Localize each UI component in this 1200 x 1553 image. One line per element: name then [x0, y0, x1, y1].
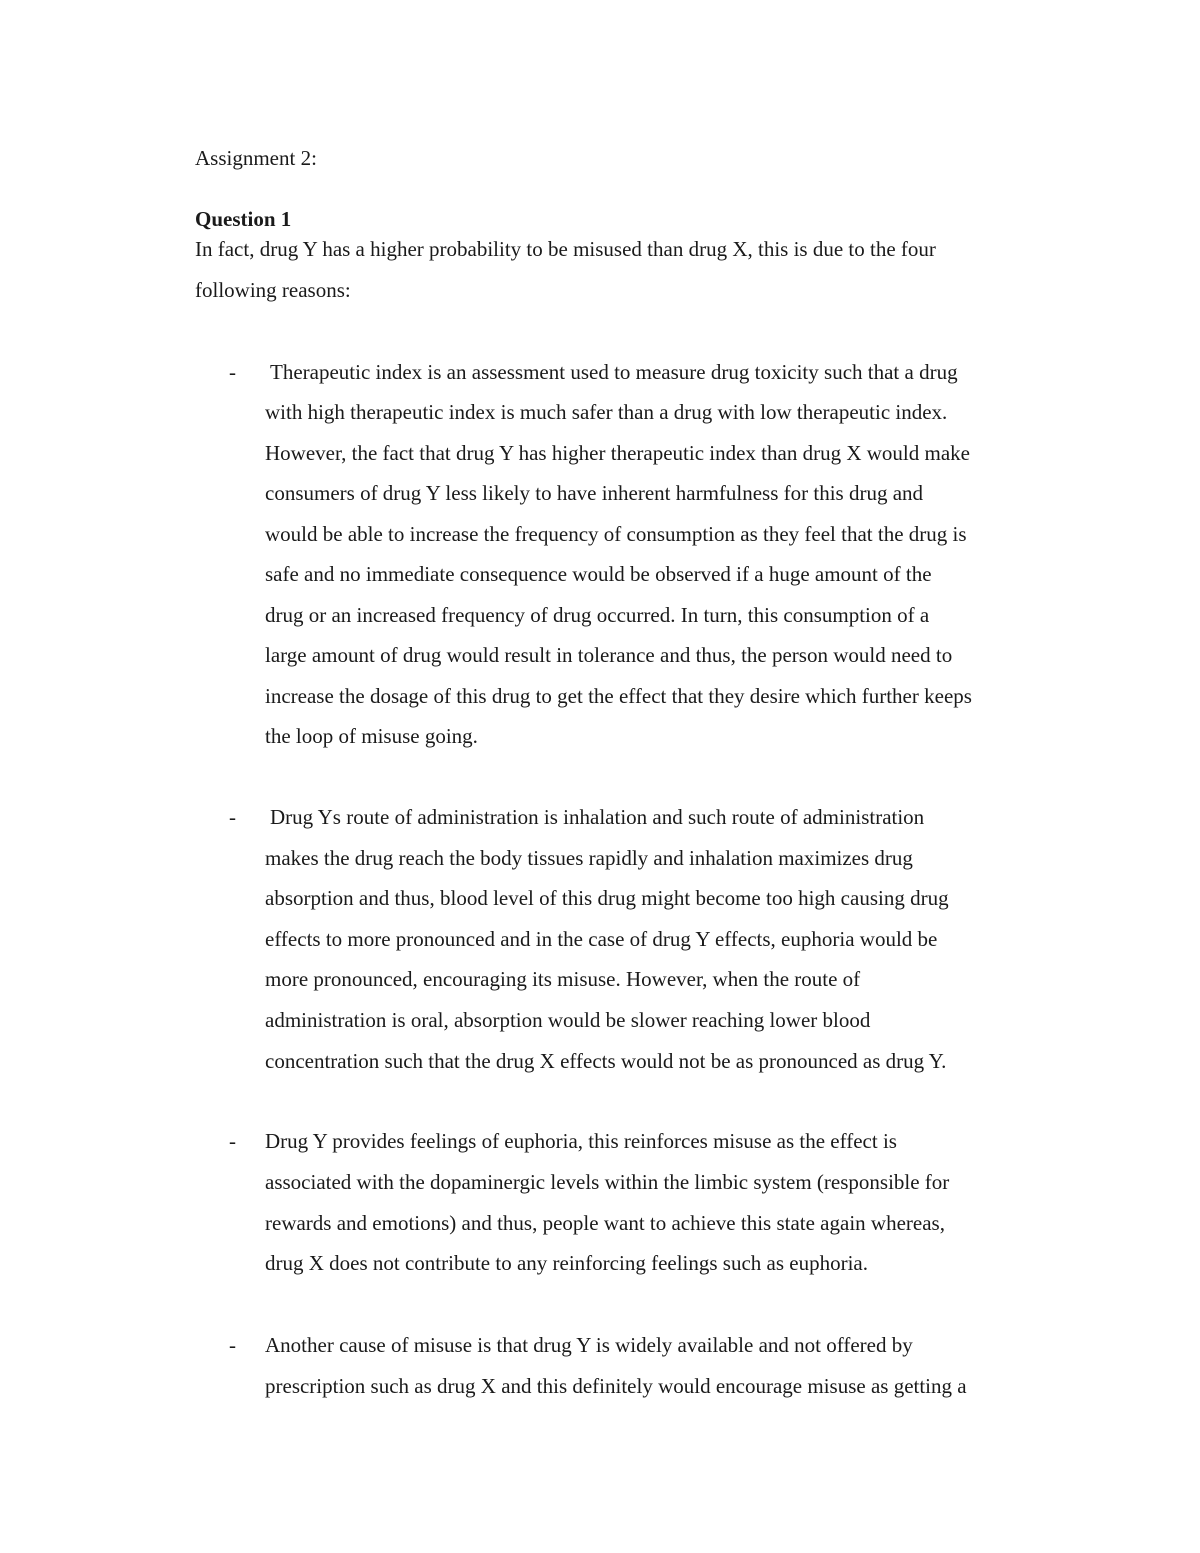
bullet-line: large amount of drug would result in tolerance and thus, the person would need to [265, 643, 953, 667]
bullet-line: However, the fact that drug Y has higher therapeutic index than drug X would make [265, 441, 970, 465]
bullet-dash: - [229, 1333, 236, 1357]
bullet-line: with high therapeutic index is much safer than a drug with low therapeutic index. [265, 400, 948, 424]
bullet-dash: - [229, 360, 236, 384]
bullet-line: increase the dosage of this drug to get the effect that they desire which further keeps [265, 684, 972, 708]
question-title: Question 1 [195, 207, 292, 231]
bullet-dash: - [229, 805, 236, 829]
bullet-line: absorption and thus, blood level of this drug might become too high causing drug [265, 886, 949, 910]
bullet-line: more pronounced, encouraging its misuse. However, when the route of [265, 967, 861, 991]
bullet-line: Drug Ys route of administration is inhalation and such route of administration [270, 805, 925, 829]
bullet-dash: - [229, 1129, 236, 1153]
assignment-heading: Assignment 2: [195, 146, 317, 170]
bullet-line: the loop of misuse going. [265, 724, 478, 748]
bullet-line: administration is oral, absorption would be slower reaching lower blood [265, 1008, 871, 1032]
bullet-line: effects to more pronounced and in the case of drug Y effects, euphoria would be [265, 927, 938, 951]
bullet-line: Another cause of misuse is that drug Y is widely available and not offered by [265, 1333, 913, 1357]
intro-line: following reasons: [195, 278, 351, 302]
intro-line: In fact, drug Y has a higher probability to be misused than drug X, this is due to the four [195, 237, 936, 261]
bullet-line: prescription such as drug X and this definitely would encourage misuse as getting a [265, 1374, 967, 1398]
bullet-line: drug or an increased frequency of drug occurred. In turn, this consumption of a [265, 603, 930, 627]
bullet-line: Therapeutic index is an assessment used to measure drug toxicity such that a drug [270, 360, 958, 384]
bullet-line: associated with the dopaminergic levels within the limbic system (responsible for [265, 1170, 950, 1194]
bullet-line: makes the drug reach the body tissues rapidly and inhalation maximizes drug [265, 846, 913, 870]
bullet-line: concentration such that the drug X effects would not be as pronounced as drug Y. [265, 1049, 947, 1073]
bullet-line: consumers of drug Y less likely to have inherent harmfulness for this drug and [265, 481, 924, 505]
bullet-line: Drug Y provides feelings of euphoria, this reinforces misuse as the effect is [265, 1129, 897, 1153]
bullet-line: safe and no immediate consequence would be observed if a huge amount of the [265, 562, 932, 586]
bullet-line: rewards and emotions) and thus, people want to achieve this state again whereas, [265, 1211, 945, 1235]
bullet-line: would be able to increase the frequency of consumption as they feel that the drug is [265, 522, 967, 546]
bullet-line: drug X does not contribute to any reinforcing feelings such as euphoria. [265, 1251, 869, 1275]
